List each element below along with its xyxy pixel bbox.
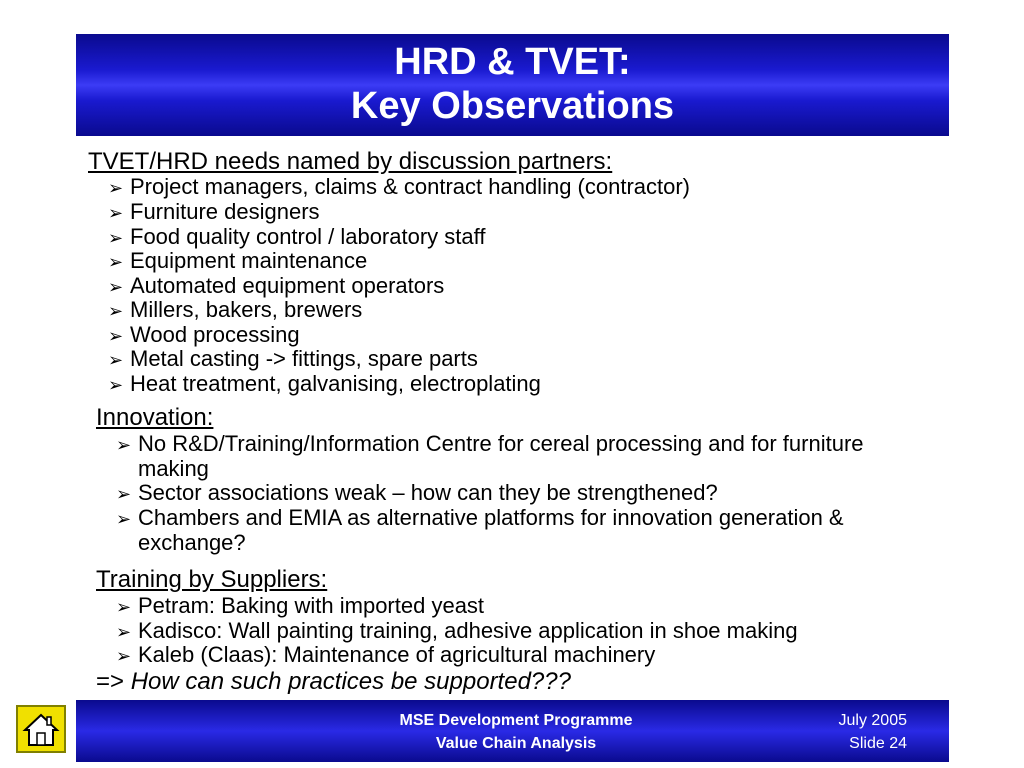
needs-heading: TVET/HRD needs named by discussion partners: (88, 148, 613, 175)
suppliers-item: ➢ Kaleb (Claas): Maintenance of agricultural machinery (116, 642, 656, 667)
arrow-bullet-icon: ➢ (108, 350, 124, 370)
arrow-bullet-icon: ➢ (116, 435, 132, 455)
arrow-bullet-icon: ➢ (108, 301, 124, 321)
arrow-bullet-icon: ➢ (108, 375, 124, 395)
footer-slide-number: Slide 24 (849, 735, 907, 752)
home-icon (22, 711, 60, 749)
needs-item: ➢ Equipment maintenance (108, 248, 368, 273)
footer-center (366, 709, 666, 755)
footer-programme: MSE Development Programme (399, 712, 633, 729)
arrow-bullet-icon: ➢ (108, 326, 124, 346)
arrow-bullet-icon: ➢ (116, 646, 132, 666)
arrow-bullet-icon: ➢ (116, 622, 132, 642)
suppliers-heading: Training by Suppliers: (96, 566, 328, 593)
suppliers-item: ➢ Kadisco: Wall painting training, adhesive application in shoe making (116, 618, 798, 643)
title-banner (76, 34, 949, 136)
innovation-item: ➢ Chambers and EMIA as alternative platforms for innovation generation & exchange? (116, 505, 844, 555)
arrow-bullet-icon: ➢ (108, 178, 124, 198)
arrow-bullet-icon: ➢ (108, 203, 124, 223)
needs-item: ➢ Metal casting -> fittings, spare parts (108, 346, 478, 371)
arrow-bullet-icon: ➢ (116, 509, 132, 529)
footer-right (787, 709, 907, 755)
innovation-item: ➢ No R&D/Training/Information Centre for cereal processing and for furniture making (116, 431, 864, 481)
needs-item: ➢ Wood processing (108, 322, 300, 347)
arrow-bullet-icon: ➢ (108, 252, 124, 272)
innovation-heading: Innovation: (96, 404, 214, 431)
needs-item: ➢ Heat treatment, galvanising, electroplating (108, 371, 541, 396)
slide-title-line-2: Key Observations (350, 85, 675, 127)
arrow-bullet-icon: ➢ (108, 228, 124, 248)
needs-item: ➢ Furniture designers (108, 199, 320, 224)
conclusion-line (96, 668, 571, 696)
arrow-bullet-icon: ➢ (108, 277, 124, 297)
footer-banner (76, 700, 949, 762)
needs-item: ➢ Automated equipment operators (108, 273, 445, 298)
innovation-item: ➢ Sector associations weak – how can they be strengthened? (116, 480, 718, 505)
arrow-bullet-icon: ➢ (116, 597, 132, 617)
suppliers-item: ➢ Petram: Baking with imported yeast (116, 593, 485, 618)
needs-item: ➢ Food quality control / laboratory staff (108, 224, 486, 249)
arrow-bullet-icon: ➢ (116, 484, 132, 504)
footer-date: July 2005 (838, 712, 907, 729)
needs-item: ➢ Millers, bakers, brewers (108, 297, 363, 322)
conclusion-prefix: => (96, 668, 125, 695)
slide-title-line-1: HRD & TVET: (394, 41, 631, 83)
conclusion-question: How can such practices be supported??? (130, 668, 571, 695)
needs-item: ➢ Project managers, claims & contract handling (contractor) (108, 174, 691, 199)
footer-subtitle: Value Chain Analysis (435, 735, 597, 752)
home-button[interactable] (16, 705, 66, 753)
